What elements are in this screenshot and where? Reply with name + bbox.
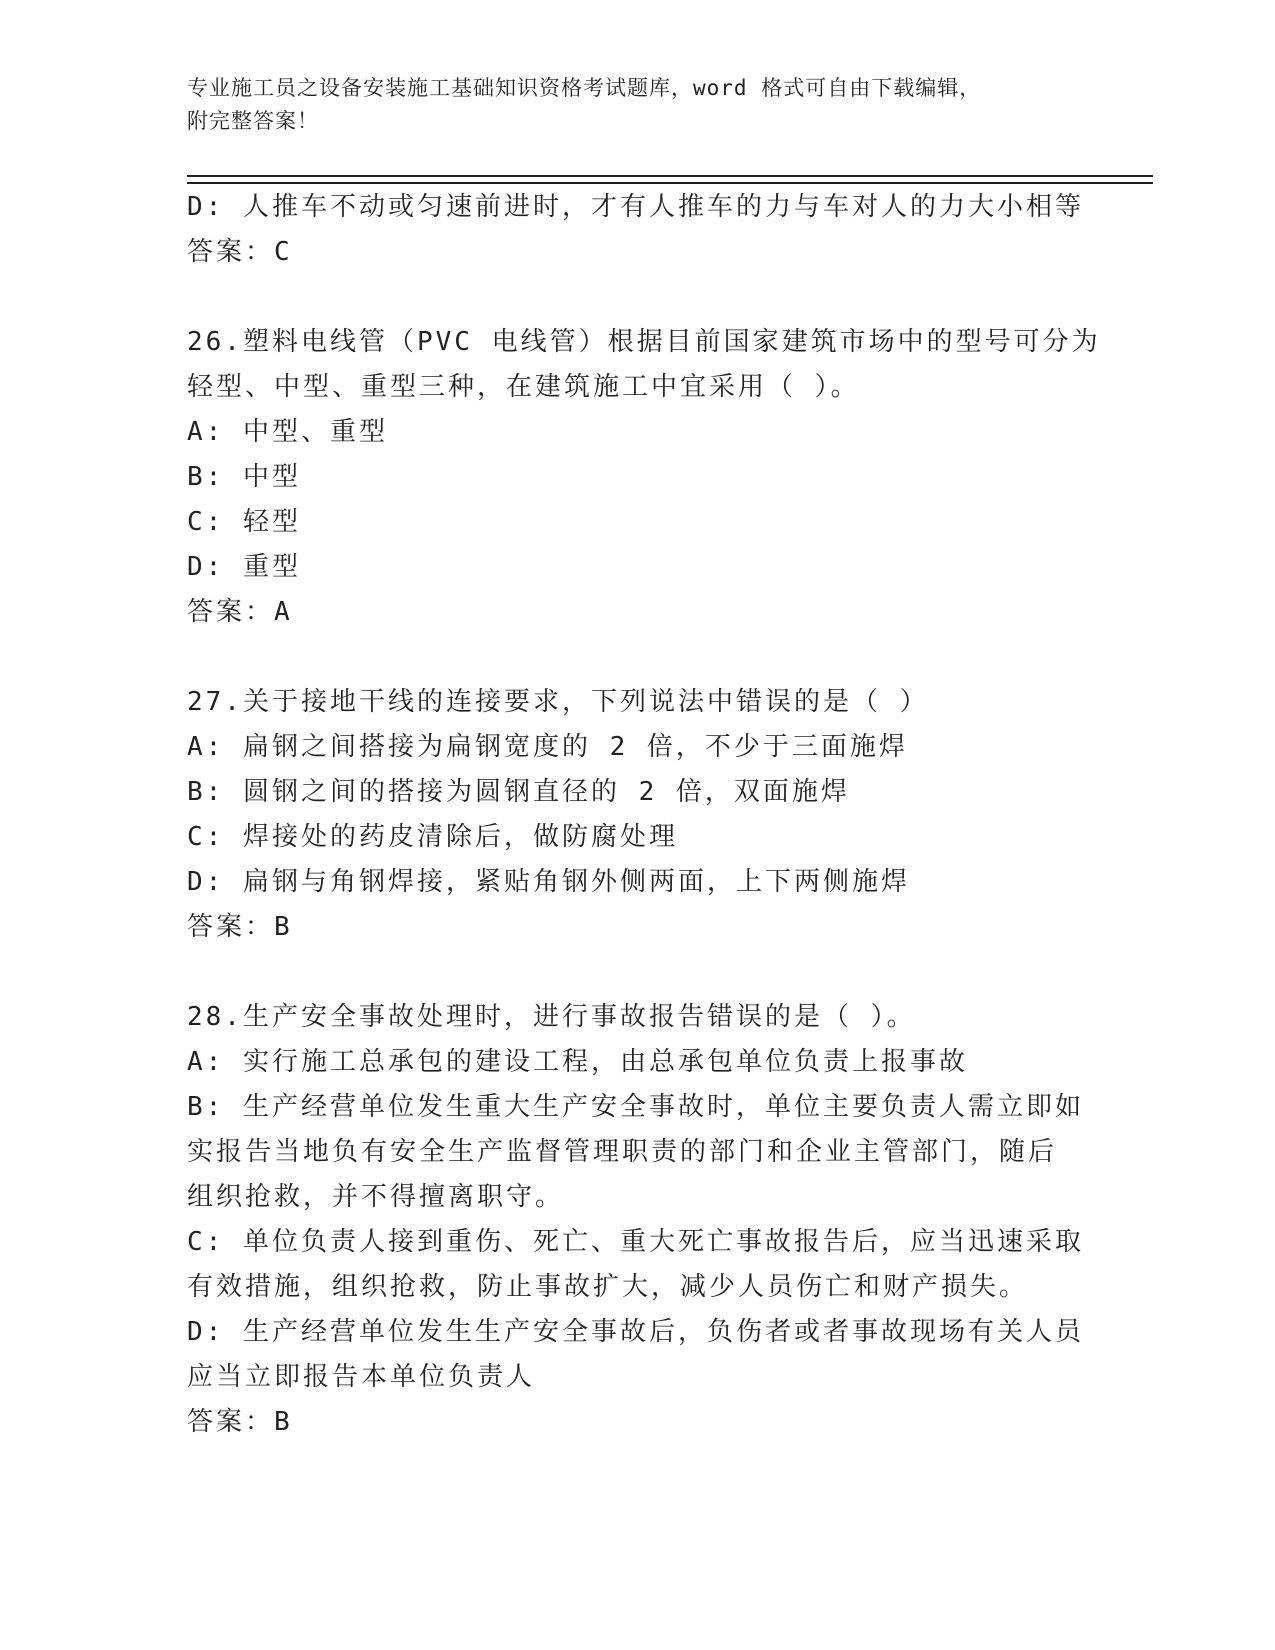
- option-c: C: 焊接处的药皮清除后，做防腐处理: [187, 822, 678, 852]
- question-stem: 26.塑料电线管（PVC 电线管）根据目前国家建筑市场中的型号可分为: [187, 327, 1101, 357]
- answer-line: 答案：C: [187, 237, 293, 267]
- header-divider: [187, 182, 1153, 184]
- question-list: [187, 185, 1101, 1445]
- option-b: 实报告当地负有安全生产监督管理职责的部门和企业主管部门，随后: [187, 1137, 1058, 1167]
- option-a: A: 中型、重型: [187, 417, 388, 447]
- header-line: 专业施工员之设备安装施工基础知识资格考试题库，word 格式可自由下载编辑，: [187, 76, 982, 100]
- option-c: C: 轻型: [187, 507, 301, 537]
- question-28: [187, 995, 1087, 1445]
- option-a: A: 扁钢之间搭接为扁钢宽度的 2 倍，不少于三面施焊: [187, 732, 908, 762]
- option-d: D: 重型: [187, 552, 301, 582]
- question-26: [187, 320, 1101, 635]
- option-c: C: 单位负责人接到重伤、死亡、重大死亡事故报告后，应当迅速采取: [187, 1227, 1084, 1257]
- answer-line: 答案：B: [187, 912, 293, 942]
- question-stem: 27.关于接地干线的连接要求，下列说法中错误的是（ ）: [187, 687, 929, 717]
- answer-line: 答案：B: [187, 1407, 293, 1437]
- option-c: 有效措施，组织抢救，防止事故扩大，减少人员伤亡和财产损失。: [187, 1272, 1029, 1302]
- option-b: B: 圆钢之间的搭接为圆钢直径的 2 倍，双面施焊: [187, 777, 850, 807]
- option-d: D: 生产经营单位发生生产安全事故后，负伤者或者事故现场有关人员: [187, 1317, 1084, 1347]
- option-line: D: 人推车不动或匀速前进时，才有人推车的力与车对人的力大小相等: [187, 192, 1084, 222]
- option-a: A: 实行施工总承包的建设工程，由总承包单位负责上报事故: [187, 1047, 968, 1077]
- document-header: [187, 72, 1087, 138]
- header-divider: [187, 175, 1153, 177]
- option-b: 组织抢救，并不得擅离职守。: [187, 1182, 565, 1212]
- option-b: B: 中型: [187, 462, 301, 492]
- answer-line: 答案：A: [187, 597, 293, 627]
- question-stem: 28.生产安全事故处理时，进行事故报告错误的是（ ）。: [187, 1002, 916, 1032]
- option-d: D: 扁钢与角钢焊接，紧贴角钢外侧两面，上下两侧施焊: [187, 867, 910, 897]
- option-b: B: 生产经营单位发生重大生产安全事故时，单位主要负责人需立即如: [187, 1092, 1084, 1122]
- question-27: [187, 680, 1087, 950]
- question-stem: 轻型、中型、重型三种，在建筑施工中宜采用（ ）。: [187, 372, 860, 402]
- header-line: 附完整答案！: [187, 109, 319, 133]
- option-d: 应当立即报告本单位负责人: [187, 1362, 536, 1392]
